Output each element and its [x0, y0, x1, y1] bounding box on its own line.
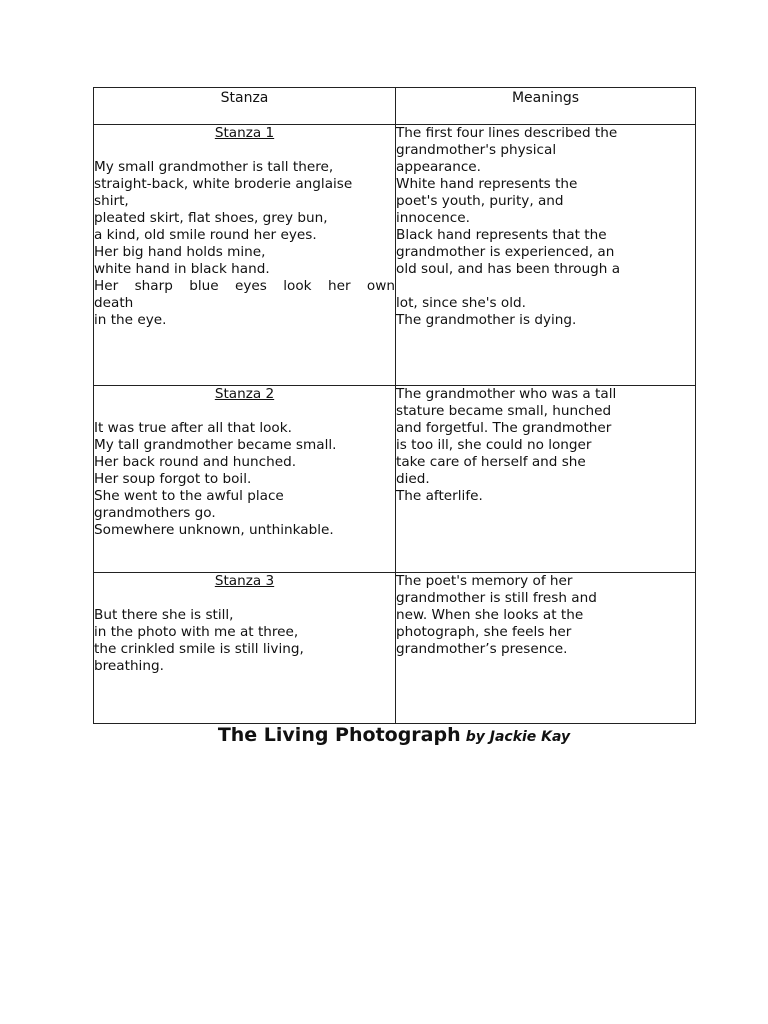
table-row: [94, 125, 696, 386]
meaning-line: grandmother is still fresh and: [396, 590, 597, 606]
meaning-line: poet's youth, purity, and: [396, 193, 564, 209]
poem-line: pleated skirt, flat shoes, grey bun,: [94, 210, 328, 226]
poem-title: The Living Photograph: [217, 724, 461, 746]
poem-line: in the photo with me at three,: [94, 624, 299, 640]
poem-line: She went to the awful place: [94, 488, 284, 504]
meaning-line: grandmother is experienced, an: [396, 244, 615, 260]
meaning-cell-2: [396, 386, 696, 573]
poem-line: It was true after all that look.: [94, 420, 292, 436]
meaning-line: stature became small, hunched: [396, 403, 612, 419]
meaning-line: [396, 278, 695, 295]
table-header-row: [94, 88, 696, 125]
poem-line: breathing.: [94, 658, 164, 674]
poem-line: Somewhere unknown, unthinkable.: [94, 522, 334, 538]
poem-byline: by Jackie Kay: [465, 729, 571, 745]
stanza-title: Stanza 3: [214, 573, 275, 589]
table-row: [94, 386, 696, 573]
stanza-title: Stanza 1: [214, 125, 275, 141]
poem-line: a kind, old smile round her eyes.: [94, 227, 317, 243]
meaning-line: old soul, and has been through a: [396, 261, 621, 277]
document-caption: [93, 722, 695, 750]
meaning-line: is too ill, she could no longer: [396, 437, 592, 453]
meaning-line: The afterlife.: [396, 488, 483, 504]
poem-line: Her back round and hunched.: [94, 454, 297, 470]
stanza-cell-1: [94, 125, 396, 386]
meaning-line: The first four lines described the: [396, 125, 618, 141]
header-meanings: Meanings: [396, 88, 696, 125]
poem-line: But there she is still,: [94, 607, 234, 623]
poem-line: straight-back, white broderie anglaise: [94, 176, 353, 192]
meaning-line: grandmother's physical: [396, 142, 557, 158]
poem-line: Her big hand holds mine,: [94, 244, 266, 260]
meaning-line: photograph, she feels her: [396, 624, 572, 640]
poem-line: My small grandmother is tall there,: [94, 159, 334, 175]
meaning-line: The poet's memory of her: [396, 573, 573, 589]
poem-line: the crinkled smile is still living,: [94, 641, 304, 657]
poem-line: Her sharp blue eyes look her own: [94, 278, 395, 294]
poem-line: Her soup forgot to boil.: [94, 471, 252, 487]
meaning-line: new. When she looks at the: [396, 607, 584, 623]
poem-line: My tall grandmother became small.: [94, 437, 337, 453]
poem-line: in the eye.: [94, 312, 167, 328]
table-row: [94, 573, 696, 724]
meaning-line: died.: [396, 471, 430, 487]
meaning-line: grandmother’s presence.: [396, 641, 568, 657]
meaning-line: White hand represents the: [396, 176, 578, 192]
meaning-cell-3: [396, 573, 696, 724]
meaning-line: The grandmother who was a tall: [396, 386, 617, 402]
header-stanza: Stanza: [94, 88, 396, 125]
poem-line: death: [94, 295, 134, 311]
stanza-cell-3: [94, 573, 396, 724]
poem-analysis-table: [93, 87, 696, 724]
poem-line: shirt,: [94, 193, 129, 209]
meaning-line: innocence.: [396, 210, 470, 226]
meaning-cell-1: [396, 125, 696, 386]
meaning-line: Black hand represents that the: [396, 227, 607, 243]
poem-line: grandmothers go.: [94, 505, 216, 521]
meaning-line: take care of herself and she: [396, 454, 586, 470]
meaning-line: lot, since she's old.: [396, 295, 526, 311]
stanza-cell-2: [94, 386, 396, 573]
meaning-line: The grandmother is dying.: [396, 312, 577, 328]
poem-line: white hand in black hand.: [94, 261, 270, 277]
stanza-title: Stanza 2: [214, 386, 275, 402]
meaning-line: appearance.: [396, 159, 481, 175]
meaning-line: and forgetful. The grandmother: [396, 420, 612, 436]
